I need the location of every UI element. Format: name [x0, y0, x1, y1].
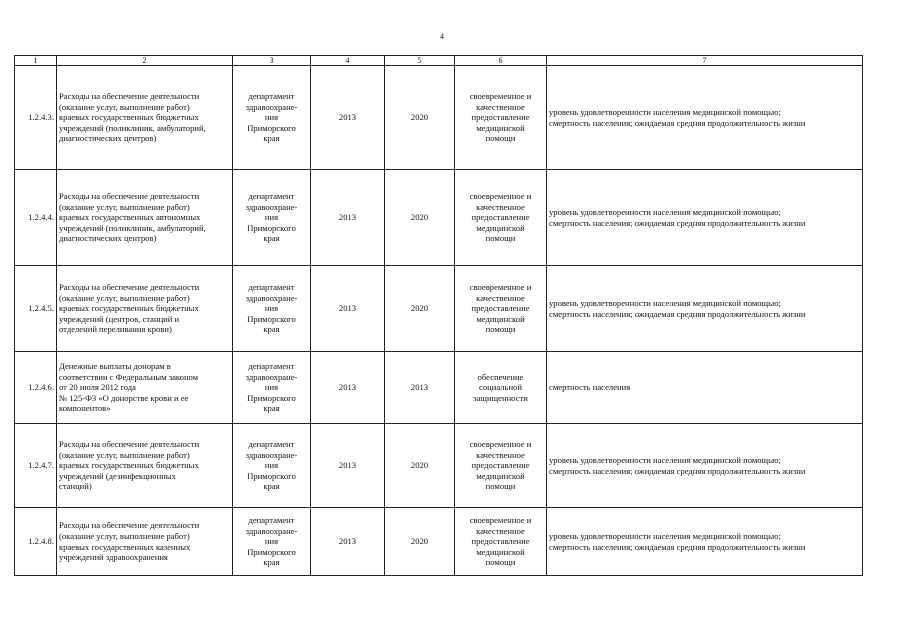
- measure-name: [57, 266, 233, 352]
- column-header: 2: [57, 56, 233, 66]
- expected-result: [455, 424, 547, 508]
- executor-line: здравоохране-: [245, 525, 298, 536]
- executor: [233, 66, 311, 170]
- measure-name-line: Расходы на обеспечение деятельности: [59, 91, 200, 102]
- indicators-line: смертность населения: [549, 382, 631, 393]
- start-year: 2013: [311, 508, 385, 576]
- indicators-line: смертность населения; ожидаемая средняя продолжительность жизни: [549, 117, 806, 128]
- start-year: 2013: [311, 352, 385, 424]
- measure-name-line: учреждений (поликлиник, амбулаторий,: [59, 222, 206, 233]
- expected-result: [455, 170, 547, 266]
- executor-line: края: [263, 481, 280, 492]
- measure-name-line: учреждений (центров, станций и: [59, 313, 180, 324]
- measure-number: 1.2.4.4.: [15, 170, 57, 266]
- start-year: 2013: [311, 424, 385, 508]
- start-year: 2013: [311, 170, 385, 266]
- executor: [233, 170, 311, 266]
- expected-result: [455, 508, 547, 576]
- table-row: [15, 508, 863, 576]
- executor: [233, 266, 311, 352]
- measure-name-line: (оказание услуг, выполнение работ): [59, 449, 190, 460]
- table-row: [15, 266, 863, 352]
- indicators: [547, 508, 863, 576]
- end-year: 2020: [385, 170, 455, 266]
- executor-line: здравоохране-: [245, 371, 298, 382]
- measure-name-line: диагностических центров): [59, 233, 157, 244]
- executor-line: здравоохране-: [245, 201, 298, 212]
- indicators-line: уровень удовлетворенности населения медицинской помощью;: [549, 530, 781, 541]
- end-year: 2013: [385, 352, 455, 424]
- measure-number: 1.2.4.3.: [15, 66, 57, 170]
- table-row: [15, 352, 863, 424]
- expected-result-line: качественное: [476, 201, 525, 212]
- indicators-line: смертность населения; ожидаемая средняя продолжительность жизни: [549, 465, 806, 476]
- indicators-line: уровень удовлетворенности населения медицинской помощью;: [549, 297, 781, 308]
- column-header: 1: [15, 56, 57, 66]
- expected-result-line: своевременное и: [469, 439, 532, 450]
- column-header: 3: [233, 56, 311, 66]
- expected-result-line: социальной: [479, 382, 522, 393]
- measure-number: 1.2.4.6.: [15, 352, 57, 424]
- measure-name-line: Расходы на обеспечение деятельности: [59, 282, 200, 293]
- expected-result-line: качественное: [476, 292, 525, 303]
- expected-result: [455, 66, 547, 170]
- executor: [233, 508, 311, 576]
- measure-name-line: краевых государственных казенных: [59, 541, 191, 552]
- expected-result-line: медицинской: [476, 470, 525, 481]
- expected-result-line: помощи: [485, 481, 516, 492]
- expected-result-line: обеспечение: [477, 371, 524, 382]
- executor-line: здравоохране-: [245, 101, 298, 112]
- executor-line: департамент: [248, 439, 295, 450]
- expected-result-line: предоставление: [471, 536, 530, 547]
- indicators-line: смертность населения; ожидаемая средняя продолжительность жизни: [549, 217, 806, 228]
- expected-result: [455, 352, 547, 424]
- measure-name-line: (оказание услуг, выполнение работ): [59, 101, 190, 112]
- expected-result-line: помощи: [485, 233, 516, 244]
- executor-line: здравоохране-: [245, 292, 298, 303]
- expected-result-line: качественное: [476, 101, 525, 112]
- executor-line: департамент: [248, 361, 295, 372]
- executor-line: края: [263, 233, 280, 244]
- expected-result-line: предоставление: [471, 112, 530, 123]
- executor-line: ния: [264, 460, 279, 471]
- expected-result-line: предоставление: [471, 212, 530, 223]
- indicators: [547, 66, 863, 170]
- executor-line: Приморского: [247, 546, 296, 557]
- executor-line: края: [263, 133, 280, 144]
- executor-line: края: [263, 403, 280, 414]
- executor: [233, 352, 311, 424]
- measure-name-line: Расходы на обеспечение деятельности: [59, 191, 200, 202]
- measure-name-line: № 125-ФЗ «О донорстве крови и ее: [59, 392, 189, 403]
- column-header: 6: [455, 56, 547, 66]
- executor-line: Приморского: [247, 313, 296, 324]
- start-year: 2013: [311, 66, 385, 170]
- expected-result-line: медицинской: [476, 222, 525, 233]
- measure-name: [57, 352, 233, 424]
- indicators: [547, 352, 863, 424]
- executor-line: департамент: [248, 191, 295, 202]
- indicators: [547, 266, 863, 352]
- expected-result-line: качественное: [476, 449, 525, 460]
- indicators-line: смертность населения; ожидаемая средняя продолжительность жизни: [549, 308, 806, 319]
- column-header: 5: [385, 56, 455, 66]
- measure-number: 1.2.4.8.: [15, 508, 57, 576]
- measure-name: [57, 508, 233, 576]
- expected-result-line: качественное: [476, 525, 525, 536]
- expected-result: [455, 266, 547, 352]
- expected-result-line: своевременное и: [469, 91, 532, 102]
- indicators-line: смертность населения; ожидаемая средняя продолжительность жизни: [549, 541, 806, 552]
- table-row: [15, 170, 863, 266]
- measure-name-line: (оказание услуг, выполнение работ): [59, 292, 190, 303]
- indicators-line: уровень удовлетворенности населения медицинской помощью;: [549, 206, 781, 217]
- executor-line: Приморского: [247, 470, 296, 481]
- indicators-line: уровень удовлетворенности населения медицинской помощью;: [549, 454, 781, 465]
- measure-name-line: (оказание услуг, выполнение работ): [59, 530, 190, 541]
- end-year: 2020: [385, 266, 455, 352]
- executor-line: департамент: [248, 282, 295, 293]
- measure-name-line: краевых государственных бюджетных: [59, 303, 199, 314]
- expected-result-line: предоставление: [471, 303, 530, 314]
- expected-result-line: своевременное и: [469, 282, 532, 293]
- measures-table: [14, 55, 863, 576]
- measure-name: [57, 170, 233, 266]
- expected-result-line: медицинской: [476, 313, 525, 324]
- executor: [233, 424, 311, 508]
- end-year: 2020: [385, 66, 455, 170]
- expected-result-line: своевременное и: [469, 515, 532, 526]
- executor-line: ния: [264, 212, 279, 223]
- measure-name-line: отделений переливания крови): [59, 324, 172, 335]
- executor-line: Приморского: [247, 222, 296, 233]
- table-row: [15, 424, 863, 508]
- expected-result-line: помощи: [485, 324, 516, 335]
- executor-line: ния: [264, 382, 279, 393]
- measure-name-line: учреждений (поликлиник, амбулаторий,: [59, 122, 206, 133]
- executor-line: ния: [264, 303, 279, 314]
- measure-name: [57, 66, 233, 170]
- measure-name-line: краевых государственных автономных: [59, 212, 201, 223]
- end-year: 2020: [385, 424, 455, 508]
- measure-name-line: Денежные выплаты донорам в: [59, 361, 171, 372]
- measure-number: 1.2.4.5.: [15, 266, 57, 352]
- expected-result-line: медицинской: [476, 122, 525, 133]
- expected-result-line: помощи: [485, 557, 516, 568]
- measure-name-line: от 20 июля 2012 года: [59, 382, 136, 393]
- measure-number: 1.2.4.7.: [15, 424, 57, 508]
- executor-line: департамент: [248, 91, 295, 102]
- column-header: 4: [311, 56, 385, 66]
- executor-line: департамент: [248, 515, 295, 526]
- end-year: 2020: [385, 508, 455, 576]
- expected-result-line: медицинской: [476, 546, 525, 557]
- indicators: [547, 170, 863, 266]
- measure-name-line: станций): [59, 481, 92, 492]
- expected-result-line: своевременное и: [469, 191, 532, 202]
- measure-name-line: Расходы на обеспечение деятельности: [59, 520, 200, 531]
- measure-name-line: Расходы на обеспечение деятельности: [59, 439, 200, 450]
- measure-name-line: (оказание услуг, выполнение работ): [59, 201, 190, 212]
- indicators-line: уровень удовлетворенности населения медицинской помощью;: [549, 106, 781, 117]
- measure-name: [57, 424, 233, 508]
- executor-line: края: [263, 324, 280, 335]
- indicators: [547, 424, 863, 508]
- column-numbers-row: [15, 56, 863, 66]
- expected-result-line: защищенности: [473, 392, 528, 403]
- table-row: [15, 66, 863, 170]
- expected-result-line: помощи: [485, 133, 516, 144]
- executor-line: Приморского: [247, 122, 296, 133]
- executor-line: ния: [264, 536, 279, 547]
- expected-result-line: предоставление: [471, 460, 530, 471]
- executor-line: края: [263, 557, 280, 568]
- measure-name-line: учреждений здравоохранения: [59, 552, 168, 563]
- measure-name-line: диагностических центров): [59, 133, 157, 144]
- page-number: 4: [440, 32, 444, 41]
- executor-line: Приморского: [247, 392, 296, 403]
- executor-line: ния: [264, 112, 279, 123]
- column-header: 7: [547, 56, 863, 66]
- measure-name-line: компонентов»: [59, 403, 111, 414]
- measure-name-line: учреждений (дезинфекционных: [59, 470, 176, 481]
- start-year: 2013: [311, 266, 385, 352]
- measure-name-line: соответствии с Федеральным законом: [59, 371, 199, 382]
- executor-line: здравоохране-: [245, 449, 298, 460]
- measure-name-line: краевых государственных бюджетных: [59, 112, 199, 123]
- measure-name-line: краевых государственных бюджетных: [59, 460, 199, 471]
